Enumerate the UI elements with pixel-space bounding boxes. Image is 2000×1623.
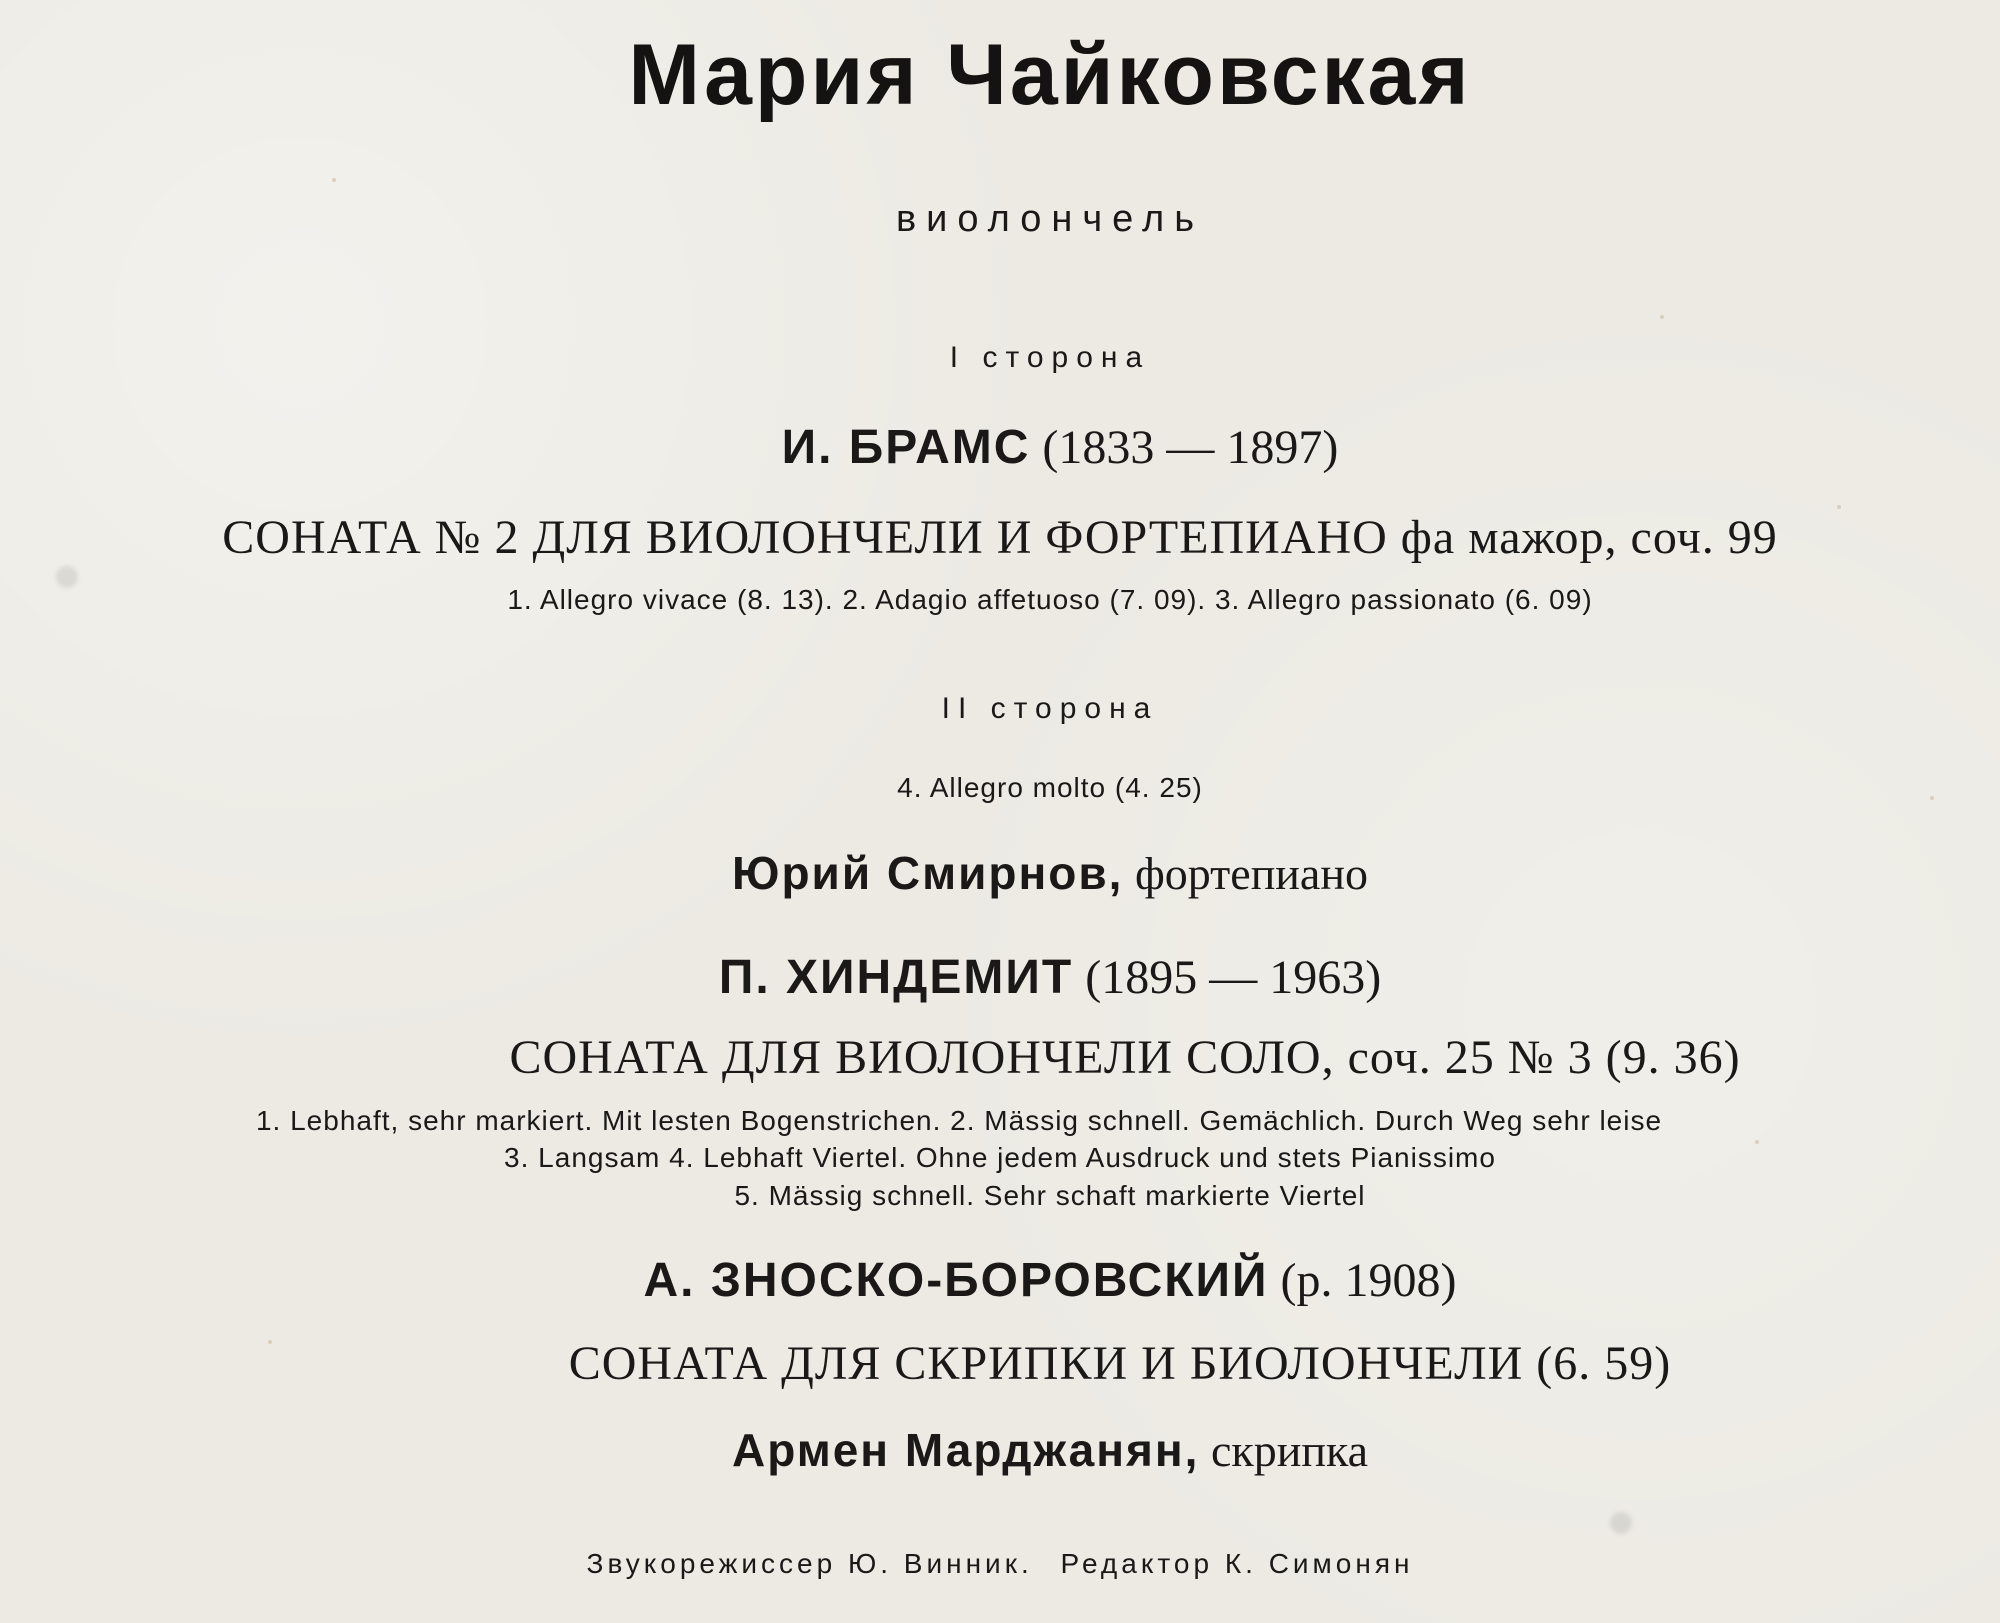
brahms-heading — [0, 420, 2000, 475]
hindemith-work-title — [0, 1030, 2000, 1085]
side-two-label: II сторона — [941, 692, 1159, 725]
accompanist-name: Армен Марджанян, — [731, 1424, 1200, 1476]
paper-speck — [332, 178, 336, 182]
hindemith-heading — [0, 950, 2000, 1005]
accompanist-instrument: фортепиано — [1134, 848, 1368, 899]
work-detail: (6. 59) — [1536, 1337, 1672, 1390]
paper-speck — [1837, 505, 1841, 509]
hindemith-movements-line-3: 5. Mässig schnell. Sehr schaft markierte Viertel — [734, 1180, 1366, 1211]
accompanist-name: Юрий Смирнов, — [732, 847, 1124, 899]
znosko-borovsky-heading — [0, 1253, 2000, 1308]
work-title: СОНАТА № 2 ДЛЯ ВИОЛОНЧЕЛИ И ФОРТЕПИАНО — [222, 511, 1388, 564]
composer-dates: (1895 — 1963) — [1085, 951, 1382, 1004]
accompanist-instrument: скрипка — [1210, 1425, 1369, 1476]
composer-name: П. ХИНДЕМИТ — [718, 951, 1074, 1004]
violinist-line — [0, 1423, 2000, 1477]
brahms-work-title — [0, 510, 2000, 565]
work-detail: фа мажор, соч. 99 — [1400, 511, 1778, 564]
paper-stain — [1610, 1512, 1632, 1534]
composer-dates: (1833 — 1897) — [1042, 421, 1339, 474]
work-title: СОНАТА ДЛЯ ВИОЛОНЧЕЛИ СОЛО, — [509, 1031, 1335, 1084]
side-one-label: I сторона — [949, 341, 1151, 374]
composer-name: А. ЗНОСКО-БОРОВСКИЙ — [643, 1254, 1269, 1307]
znosko-borovsky-work-title — [0, 1336, 2000, 1391]
hindemith-movements-line-1: 1. Lebhaft, sehr markiert. Mit lesten Bogenstrichen. 2. Mässig schnell. Gemächlich. Durch Weg sehr leise — [255, 1105, 1663, 1136]
production-credits — [0, 1548, 2000, 1580]
hindemith-movements-line-2: 3. Langsam 4. Lebhaft Viertel. Ohne jedem Ausdruck und stets Pianissimo — [504, 1142, 1496, 1173]
brahms-movement-side2: 4. Allegro molto (4. 25) — [897, 772, 1203, 803]
work-detail: соч. 25 № 3 (9. 36) — [1347, 1031, 1741, 1084]
paper-speck — [1660, 315, 1664, 319]
pianist-line — [0, 846, 2000, 900]
performer-title: Мария Чайковская — [628, 27, 1472, 123]
work-title: СОНАТА ДЛЯ СКРИПКИ И БИОЛОНЧЕЛИ — [568, 1337, 1524, 1390]
editor-credit: Редактор К. Симонян — [1060, 1548, 1414, 1579]
instrument-label: виолончель — [895, 198, 1205, 240]
composer-dates: (р. 1908) — [1280, 1254, 1457, 1307]
brahms-movements-side1: 1. Allegro vivace (8. 13). 2. Adagio affetuoso (7. 09). 3. Allegro passionato (6. 09) — [507, 584, 1593, 615]
sound-engineer-credit: Звукорежиссер Ю. Винник. — [586, 1548, 1033, 1579]
composer-name: И. БРАМС — [781, 421, 1031, 474]
